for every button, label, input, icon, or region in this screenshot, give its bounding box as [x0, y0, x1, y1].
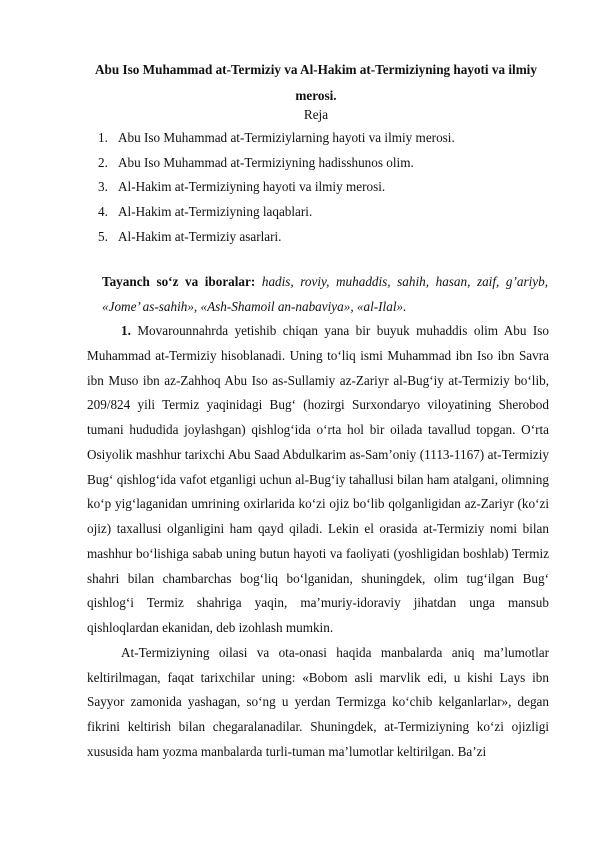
plan-item-text: Abu Iso Muhammad at-Termiziyning hadisshunos olim. [118, 154, 414, 170]
paragraph-number: 1. [121, 323, 131, 338]
plan-item-text: Al-Hakim at-Termiziy asarlari. [118, 228, 282, 244]
body-text [87, 319, 549, 765]
plan-item [98, 225, 455, 250]
paragraph-text: Movarounnahrda yetishib chiqan yana bir buyuk muhaddis olim Abu Iso Muhammad at-Termiziy hisoblanadi. Uning to‘liq ismi Muhammad ibn Iso ibn Savra ibn Muso ibn az-Zahhoq Abu Iso as-Sullamiy az-Zariyr al-Bug‘iy at-Termiziy bo‘lib, 209/824 yili Termiz yaqinidagi Bug‘ (hozirgi Surxondaryo viloyatining Sherobod tumani hududida joylashgan) qishlog‘ida o‘rta hol bir oilada tavallud topgan. O‘rta Osiyolik mashhur tarixchi Abu Saad Abdulkarim as-Sam’oniy (1113-1167) at-Termiziy Bug‘ qishlog‘ida vafot etganligi uchun al-Bug‘iy tahallusi bilan ham atalgani, olimning ko‘p yig‘laganidan umrining oxirlarida ko‘zi ojiz bo‘lib qolganligidan az-Zariyr (ko‘zi ojiz) taxallusi olganligini ham qayd qiladi. Lekin el orasida at-Termiziy nomi bilan mashhur bo‘lishiga sabab uning butun hayoti va faoliyati (yoshligidan boshlab) Termiz shahri bilan chambarchas bog‘liq bo‘lganidan, shuningdek, olim tug‘ilgan Bug‘ qishlog‘i Termiz shahriga yaqin, ma’muriy-idoraviy jihatdan unga mansub qishloqlardan ekanidan, deb izohlash mumkin. [87, 323, 549, 635]
paragraph-text: At-Termiziyning oilasi va ota-onasi haqida manbalarda aniq ma’lumotlar keltirilmagan, faqat tarixchilar uning: «Bobom asli marvlik edi, u kishi Lays ibn Sayyor zamonida yashagan, so‘ng u yerdan Termizga ko‘chib kelganlarlar», degan fikrini keltirish bilan chegaralanadilar. Shuningdek, at-Termiziyning ko‘zi ojizligi xususida ham yozma manbalarda turli-tuman ma’lumotlar keltirilgan. Ba’zi [87, 644, 549, 759]
plan-item [98, 126, 455, 151]
plan-list [98, 126, 455, 250]
keywords-block [102, 270, 548, 319]
plan-heading: Reja [303, 107, 329, 122]
plan-item-number: 5. [98, 228, 108, 244]
plan-item [98, 200, 455, 225]
plan-item-text: Al-Hakim at-Termiziyning laqablari. [118, 204, 313, 220]
plan-item-text: Abu Iso Muhammad at-Termiziylarning hayoti va ilmiy merosi. [118, 130, 455, 145]
plan-item-number: 4. [98, 204, 108, 220]
document-title: Abu Iso Muhammad at-Termiziy va Al-Hakim at-Termiziyning hayoti va ilmiy merosi. [95, 62, 537, 103]
paragraph [87, 319, 549, 641]
plan-item-number: 3. [98, 179, 108, 195]
plan-item-number: 2. [98, 154, 108, 170]
plan-item-text: Al-Hakim at-Termiziyning hayoti va ilmiy merosi. [118, 179, 386, 195]
paragraph [87, 641, 549, 765]
plan-item-number: 1. [98, 130, 108, 145]
plan-item [98, 175, 455, 200]
plan-item [98, 151, 455, 176]
keywords-label: Tayanch so‘z va iboralar: [102, 274, 256, 289]
keywords-text: hadis, roviy, muhaddis, sahih, hasan, zaif, g’ariyb, «Jome’ as-sahih», «Ash-Shamoil an-nabaviya», «al-Ilal». [102, 274, 548, 314]
